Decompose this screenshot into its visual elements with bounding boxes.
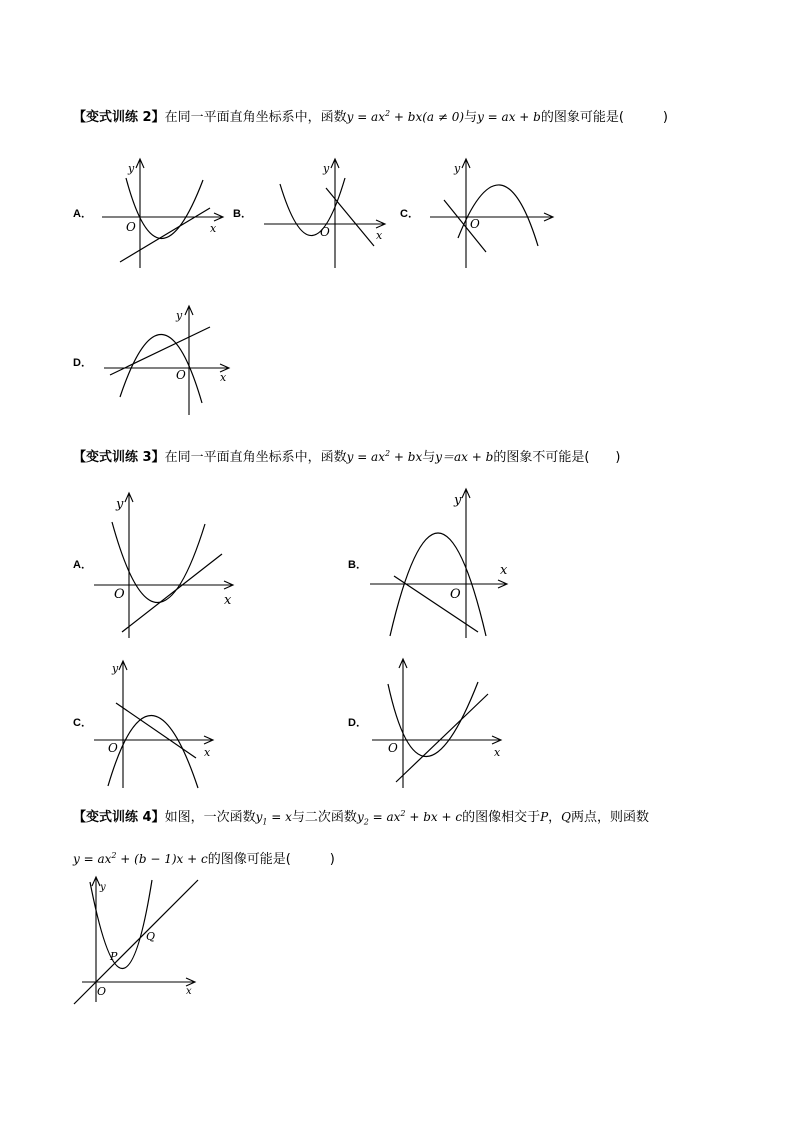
q4-text6: 的图像可能是( )	[207, 852, 335, 867]
q3-graph-b	[366, 488, 516, 640]
x-axis-label: x	[494, 746, 501, 759]
x-axis-label: x	[220, 371, 227, 384]
q3-option-c-label[interactable]: C．	[73, 717, 92, 729]
q2-text3: 的图象可能是( )	[540, 110, 668, 125]
q4-formula-2: $y_2 = ax^2$ + bx + c	[356, 809, 463, 827]
q3-graph-a	[90, 492, 240, 640]
q2-stem	[73, 106, 668, 125]
q4-formula-1: $y_1 = x$	[255, 810, 292, 827]
q4-stem-line-2	[73, 848, 335, 867]
x-axis-label: x	[204, 746, 211, 759]
q2-option-d-label[interactable]: D．	[73, 357, 92, 369]
q2-graph-a	[100, 158, 230, 270]
q3-option-d-label[interactable]: D．	[348, 717, 367, 729]
origin-label: O	[114, 587, 125, 602]
origin-label: O	[108, 741, 118, 755]
q2-graph-b	[262, 158, 392, 270]
q4-formula-3: $y = ax^2 + (b - 1)x + c$	[73, 851, 208, 866]
y-axis-label: y	[128, 162, 135, 175]
origin-label: O	[470, 217, 480, 231]
q3-graph-d	[368, 658, 508, 790]
y-axis-label: y	[176, 309, 183, 322]
origin-label: O	[126, 220, 136, 234]
origin-label: O	[450, 587, 461, 602]
q3-option-b-label[interactable]: B．	[348, 559, 367, 571]
y-axis-label: y	[100, 882, 106, 893]
q4-point-q: Q	[561, 810, 572, 824]
x-axis-label: x	[224, 593, 232, 608]
q2-option-b-label[interactable]: B．	[233, 208, 252, 220]
q4-stem-line-1	[73, 806, 649, 826]
q2-graph-c	[428, 158, 562, 270]
point-p-label: P	[110, 950, 118, 963]
q2-label: 【变式训练 2】	[73, 110, 165, 125]
y-axis-label: y	[112, 662, 119, 675]
q4-text3: 的图像相交于	[462, 810, 541, 825]
q2-formula-1: $y = ax^2 + bx(a \ne 0)$	[346, 109, 465, 124]
q4-text5: 两点，则函数	[571, 810, 650, 825]
q4-comma: ，	[548, 810, 562, 825]
origin-label: O	[320, 225, 330, 239]
x-axis-label: x	[376, 229, 383, 242]
q3-text1: 在同一平面直角坐标系中，函数	[164, 450, 347, 465]
point-q-label: Q	[146, 930, 156, 943]
q3-formula-2: y＝ax + b	[435, 450, 494, 464]
q4-point-p: P	[540, 810, 549, 824]
q2-text1: 在同一平面直角坐标系中，函数	[164, 110, 347, 125]
q3-formula-1: $y = ax^2$ + bx	[346, 449, 423, 464]
q2-formula-2: y = ax + b	[477, 110, 541, 124]
y-axis-label: y	[323, 162, 330, 175]
q4-text2: 与二次函数	[291, 810, 357, 825]
q4-label: 【变式训练 4】	[73, 810, 165, 825]
q2-option-a-label[interactable]: A．	[73, 208, 92, 220]
q3-text3: 的图象不可能是( )	[493, 450, 621, 465]
q3-stem	[73, 446, 620, 465]
q3-graph-c	[90, 660, 220, 790]
origin-label: O	[176, 368, 186, 382]
x-axis-label: x	[210, 222, 217, 235]
q3-text2: 与	[422, 450, 436, 465]
x-axis-label: x	[500, 563, 508, 578]
q4-text1: 如图，一次函数	[164, 810, 256, 825]
origin-label: O	[97, 985, 107, 998]
q2-graph-d	[100, 305, 236, 417]
origin-label: O	[388, 741, 398, 755]
y-axis-label: y	[454, 162, 461, 175]
q4-graph	[72, 876, 204, 1006]
q2-option-c-label[interactable]: C．	[400, 208, 419, 220]
y-axis-label: y	[454, 493, 462, 508]
y-axis-label: y	[116, 497, 124, 512]
q2-text2: 与	[464, 110, 478, 125]
q3-label: 【变式训练 3】	[73, 450, 165, 465]
x-axis-label: x	[186, 986, 192, 997]
q3-option-a-label[interactable]: A．	[73, 559, 92, 571]
